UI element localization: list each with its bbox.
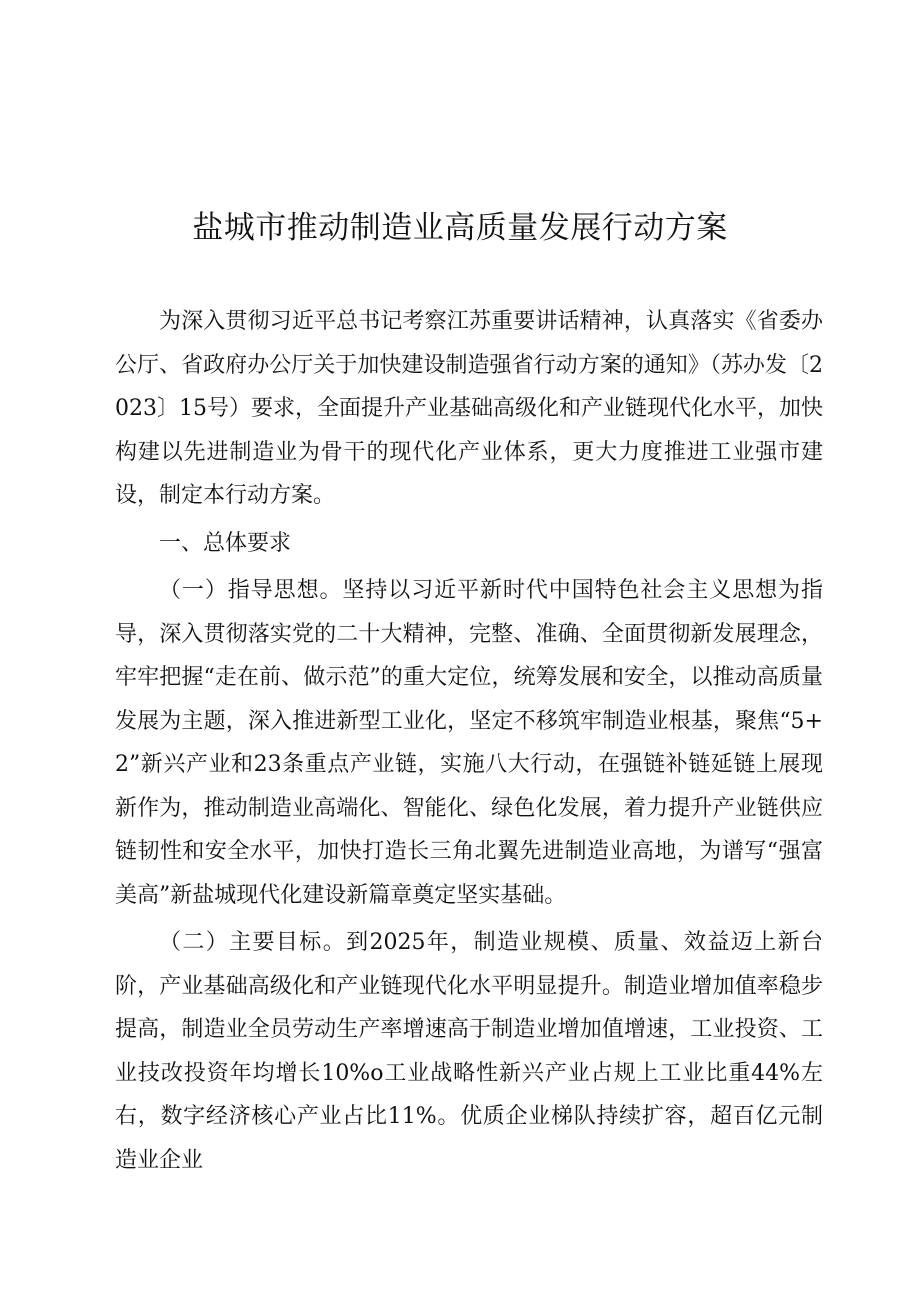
paragraph-lead-main-targets: （二）主要目标。: [159, 930, 347, 955]
intro-paragraph: 为深入贯彻习近平总书记考察江苏重要讲话精神，认真落实《省委办公厅、省政府办公厅关于加快建设制造强省行动方案的通知》（苏办发〔2023〕15号）要求，全面提升产业基础高级化和产业链现代化水平，加快构建以先进制造业为骨干的现代化产业体系，更大力度推进工业强市建设，制定本行动方案。: [115, 309, 823, 508]
document-title: 盐城市推动制造业高质量发展行动方案: [192, 210, 728, 246]
paragraph-guiding-ideology: [115, 569, 823, 917]
paragraph-lead-guiding-ideology: （一）指导思想。: [159, 578, 343, 603]
paragraph-body-main-targets: 到2025年，制造业规模、质量、效益迈上新台阶，产业基础高级化和产业链现代化水平明显提升。制造业增加值率稳步提高，制造业全员劳动生产率增速高于制造业增加值增速，工业投资、工业技改投资年均增长10%o工业战略性新兴产业占规上工业比重44%左右，数字经济核心产业占比11%。优质企业梯队持续扩容，超百亿元制造业企业: [115, 930, 823, 1173]
paragraph-main-targets: [115, 921, 823, 1182]
paragraph-body-guiding-ideology: 坚持以习近平新时代中国特色社会主义思想为指导，深入贯彻落实党的二十大精神，完整、准确、全面贯彻新发展理念，牢牢把握“走在前、做示范”的重大定位，统筹发展和安全，以推动高质量发展为主题，深入推进新型工业化，坚定不移筑牢制造业根基，聚焦“5+2”新兴产业和23条重点产业链，实施八大行动，在强链补链延链上展现新作为，推动制造业高端化、智能化、绿色化发展，着力提升产业链供应链韧性和安全水平，加快打造长三角北翼先进制造业高地，为谱写“强富美高”新盐城现代化建设新篇章奠定坚实基础。: [115, 578, 823, 908]
section-heading-general-requirements: 一、总体要求: [159, 530, 292, 556]
document-body: [115, 300, 823, 1186]
